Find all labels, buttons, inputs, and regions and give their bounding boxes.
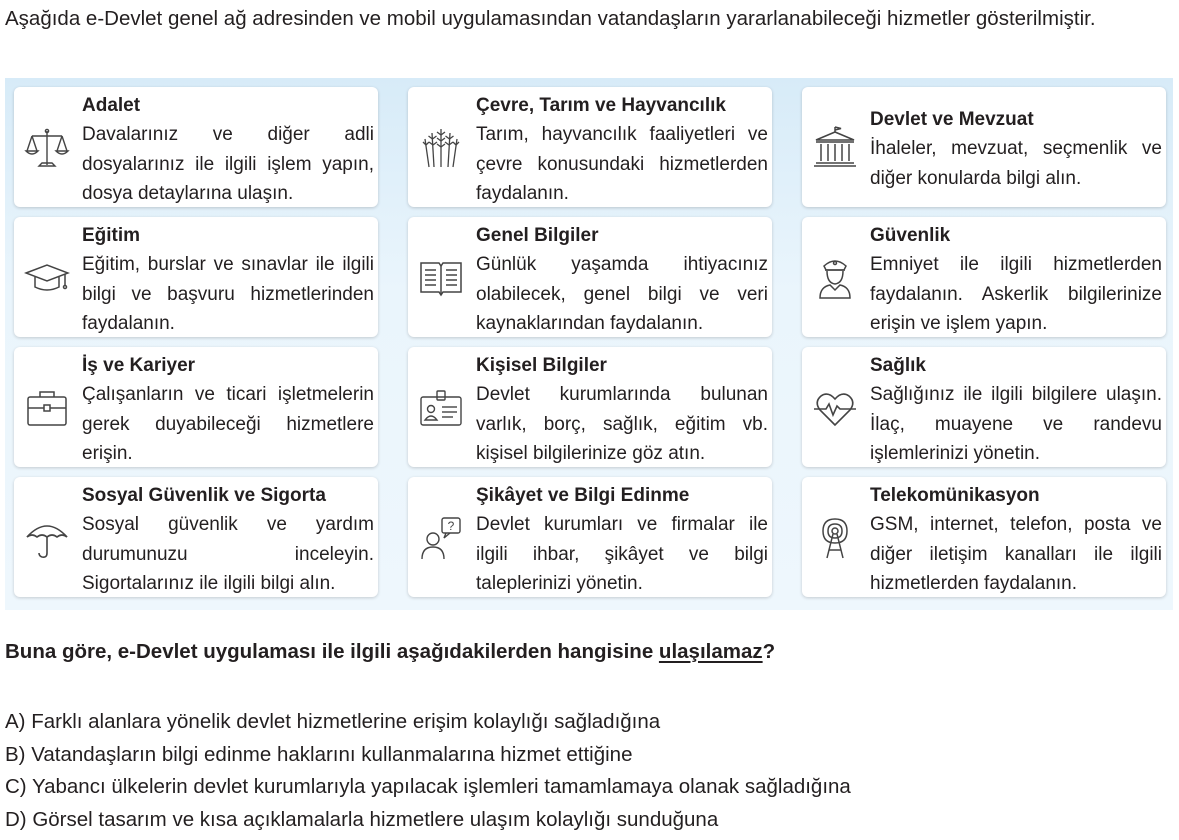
card-title: Güvenlik [870, 225, 951, 246]
option-a[interactable]: A) Farklı alanlara yönelik devlet hizmetlerine erişim kolaylığı sağladığına [5, 710, 661, 733]
card-description: GSM, internet, telefon, posta ve diğer iletişim kanalları ile ilgili hizmetlerden faydalanın. [870, 514, 1162, 594]
service-card-sosyal [14, 477, 378, 597]
graduation-cap-icon [24, 255, 70, 301]
card-title: Sosyal Güvenlik ve Sigorta [82, 485, 326, 506]
service-card-sikayet [408, 477, 772, 597]
card-description: İhaleler, mevzuat, seçmenlik ve diğer konularda bilgi alın. [870, 138, 1162, 189]
umbrella-icon [24, 515, 70, 561]
question-text [5, 640, 775, 664]
question-person-icon [418, 515, 464, 561]
card-title: Adalet [82, 95, 141, 116]
service-card-genel [408, 217, 772, 337]
question-after: ? [762, 640, 776, 663]
card-title: Telekomünikasyon [870, 485, 1040, 506]
intro-text: Aşağıda e-Devlet genel ağ adresinden ve mobil uygulamasından vatandaşların yararlanabileceği hizmetler gösterilmiştir. [5, 7, 1096, 30]
service-card-adalet [14, 87, 378, 207]
heartbeat-icon [812, 385, 858, 431]
question-before: Buna göre, e-Devlet uygulaması ile ilgili aşağıdakilerden hangisine [5, 640, 659, 663]
scales-icon [24, 125, 70, 171]
card-description: Devlet kurumları ve firmalar ile ilgili ihbar, şikâyet ve bilgi taleplerinizi yönetin. [476, 514, 768, 594]
card-description: Davalarınız ve diğer adli dosyalarınız ile ilgili işlem yapın, dosya detaylarına ulaşın. [82, 124, 374, 204]
card-title: Genel Bilgiler [476, 225, 599, 246]
service-card-saglik [802, 347, 1166, 467]
svg-text:?: ? [447, 519, 455, 533]
service-card-devlet [802, 87, 1166, 207]
id-card-icon [418, 385, 464, 431]
answer-options [5, 706, 851, 836]
card-description: Sağlığınız ile ilgili bilgilere ulaşın. İlaç, muayene ve randevu işlemlerinizi yönetin. [870, 384, 1162, 464]
card-title: Şikâyet ve Bilgi Edinme [476, 485, 690, 506]
services-panel [5, 78, 1173, 610]
antenna-icon [812, 515, 858, 561]
open-book-icon [418, 255, 464, 301]
card-description: Tarım, hayvancılık faaliyetleri ve çevre konusundaki hizmetlerden faydalanın. [476, 124, 768, 204]
card-description: Devlet kurumlarında bulunan varlık, borç, sağlık, eğitim vb. kişisel bilgilerinize göz atın. [476, 384, 768, 464]
card-title: Devlet ve Mevzuat [870, 109, 1034, 130]
service-card-egitim [14, 217, 378, 337]
card-description: Çalışanların ve ticari işletmelerin gerek duyabileceği hizmetlere erişin. [82, 384, 374, 464]
option-c[interactable]: C) Yabancı ülkelerin devlet kurumlarıyla yapılacak işlemleri tamamlamaya olanak sağladığına [5, 775, 851, 798]
option-d[interactable]: D) Görsel tasarım ve kısa açıklamalarla hizmetlere ulaşım kolaylığı sunduğuna [5, 807, 719, 831]
option-b[interactable]: B) Vatandaşların bilgi edinme haklarını kullanmalarına hizmet ettiğine [5, 742, 633, 766]
card-description: Emniyet ile ilgili hizmetlerden faydalanın. Askerlik bilgilerinize erişin ve işlem yapın. [870, 254, 1162, 334]
question-underlined: ulaşılamaz [658, 640, 763, 663]
briefcase-icon [24, 385, 70, 431]
card-title: Çevre, Tarım ve Hayvancılık [476, 95, 726, 116]
card-title: Sağlık [870, 355, 926, 376]
officer-icon [812, 255, 858, 301]
card-description: Sosyal güvenlik ve yardım durumunuzu inceleyin. Sigortalarınız ile ilgili bilgi alın. [82, 514, 374, 594]
card-description: Eğitim, burslar ve sınavlar ile ilgili bilgi ve başvuru hizmetlerinden faydalanın. [82, 254, 374, 334]
service-card-kisisel [408, 347, 772, 467]
card-title: İş ve Kariyer [82, 355, 196, 376]
service-card-telekom [802, 477, 1166, 597]
card-title: Kişisel Bilgiler [476, 355, 607, 376]
service-card-is [14, 347, 378, 467]
service-card-cevre [408, 87, 772, 207]
service-card-guvenlik [802, 217, 1166, 337]
government-building-icon [812, 125, 858, 171]
card-title: Eğitim [82, 225, 141, 246]
card-description: Günlük yaşamda ihtiyacınız olabilecek, genel bilgi ve veri kaynaklarından faydalanın. [476, 254, 768, 334]
wheat-icon [418, 125, 464, 171]
